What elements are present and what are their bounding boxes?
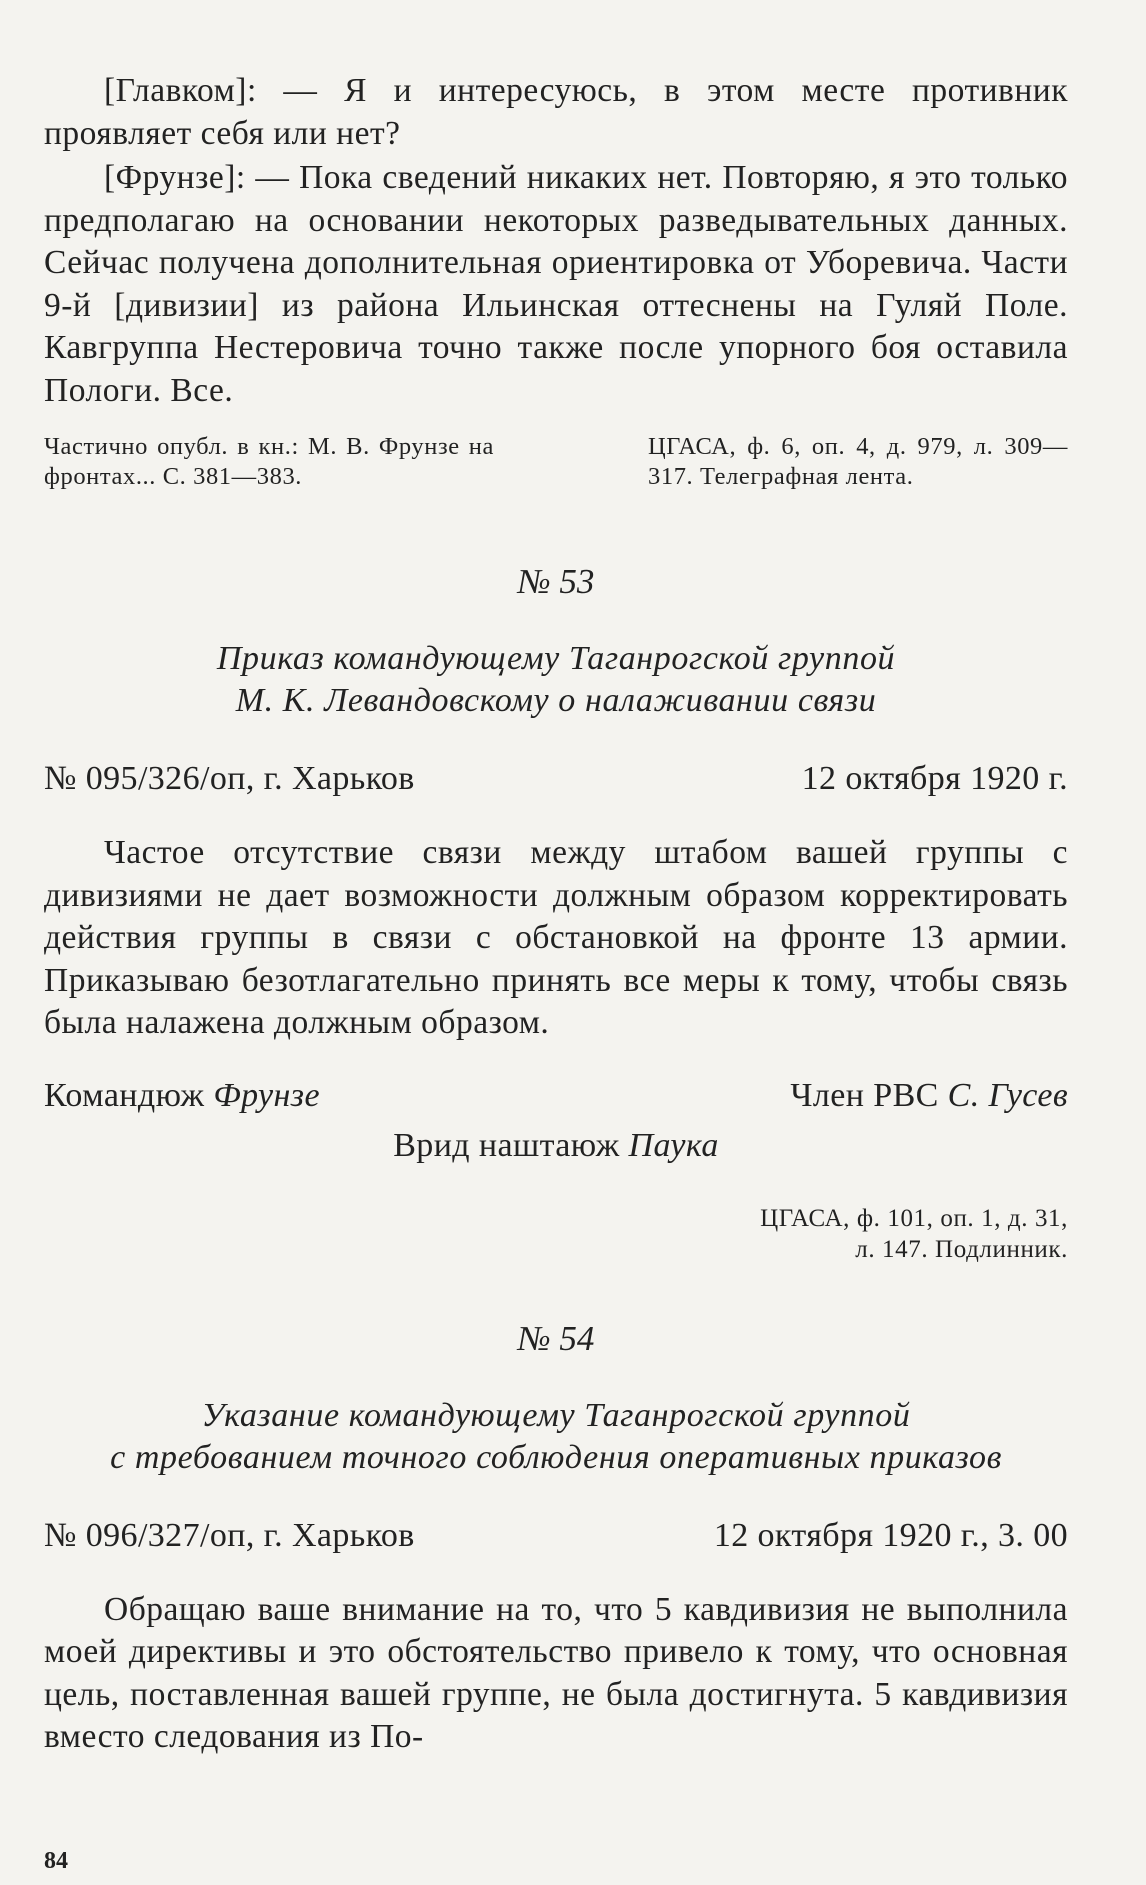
page-number: 84 xyxy=(44,1848,68,1874)
document-number-53: № 53 xyxy=(517,562,595,601)
dialogue-frunze: [Фрунзе]: — Пока сведений никаких нет. Повторяю, я это только предполагаю на основании некоторых разведывательных данных. Сейчас получена дополнительная ориентировка от Уборевича. Части 9-й [дивизии] из района Ильинская оттеснены на Гуляй Поле. Кавгруппа Нестеровича точно также после упорного боя оставила Пологи. Все. xyxy=(44,159,1068,409)
publication-note: Частично опубл. в кн.: М. В. Фрунзе на фронтах... С. 381—383. xyxy=(44,433,494,490)
document-number-54: № 54 xyxy=(517,1318,595,1358)
signatures-row xyxy=(44,1077,1068,1115)
order-date: 12 октября 1920 г., 3. 00 xyxy=(713,1516,1068,1554)
document-page xyxy=(44,70,1068,1761)
signature-role: Командюж xyxy=(44,1076,205,1114)
signature-name: Фрунзе xyxy=(213,1076,320,1114)
title-line: с требованием точного соблюдения оперативных приказов xyxy=(110,1438,1002,1476)
document-title-53 xyxy=(44,638,1068,722)
title-line: М. К. Левандовскому о налаживании связи xyxy=(235,682,877,719)
archive-reference: ЦГАСА, ф. 6, оп. 4, д. 979, л. 309—317. Телеграфная лента. xyxy=(648,433,1068,490)
reference-line-54 xyxy=(44,1517,1068,1555)
signature-name: С. Гусев xyxy=(947,1076,1068,1114)
dialogue-glavkom: [Главком]: — Я и интересуюсь, в этом месте противник проявляет себя или нет? xyxy=(44,72,1068,152)
signature-gusev xyxy=(790,1077,1068,1115)
source-block xyxy=(44,432,1068,492)
order-reference: № 095/326/оп, г. Харьков xyxy=(44,760,415,797)
order-body-54: Обращаю ваше внимание на то, что 5 кавдивизия не выполнила моей директивы и это обстоятельство привело к тому, что основная цель, поставленная вашей группе, не была достигнута. 5 кавдивизия вместо следования из По- xyxy=(44,1590,1068,1755)
archive-reference-53 xyxy=(44,1203,1068,1265)
title-line: Указание командующему Таганрогской группой xyxy=(201,1396,911,1434)
title-line: Приказ командующему Таганрогской группой xyxy=(216,640,896,677)
signature-role: Врид наштаюж xyxy=(393,1126,620,1164)
document-title-54 xyxy=(44,1395,1068,1479)
signature-frunze xyxy=(44,1077,320,1115)
signature-pauka xyxy=(44,1127,1068,1165)
archive-line: л. 147. Подлинник. xyxy=(855,1235,1068,1263)
signature-role: Член РВС xyxy=(790,1076,939,1114)
order-reference: № 096/327/оп, г. Харьков xyxy=(44,1516,415,1554)
order-body-53: Частое отсутствие связи между штабом вашей группы с дивизиями не дает возможности должным образом корректировать действия группы в связи с обстановкой на фронте 13 армии. Приказываю безотлагательно принять все меры к тому, чтобы связь была налажена должным образом. xyxy=(44,834,1068,1041)
signature-name: Паука xyxy=(628,1126,719,1164)
reference-line-53 xyxy=(44,760,1068,798)
archive-line: ЦГАСА, ф. 101, оп. 1, д. 31, xyxy=(760,1204,1068,1232)
order-date: 12 октября 1920 г. xyxy=(801,760,1068,797)
